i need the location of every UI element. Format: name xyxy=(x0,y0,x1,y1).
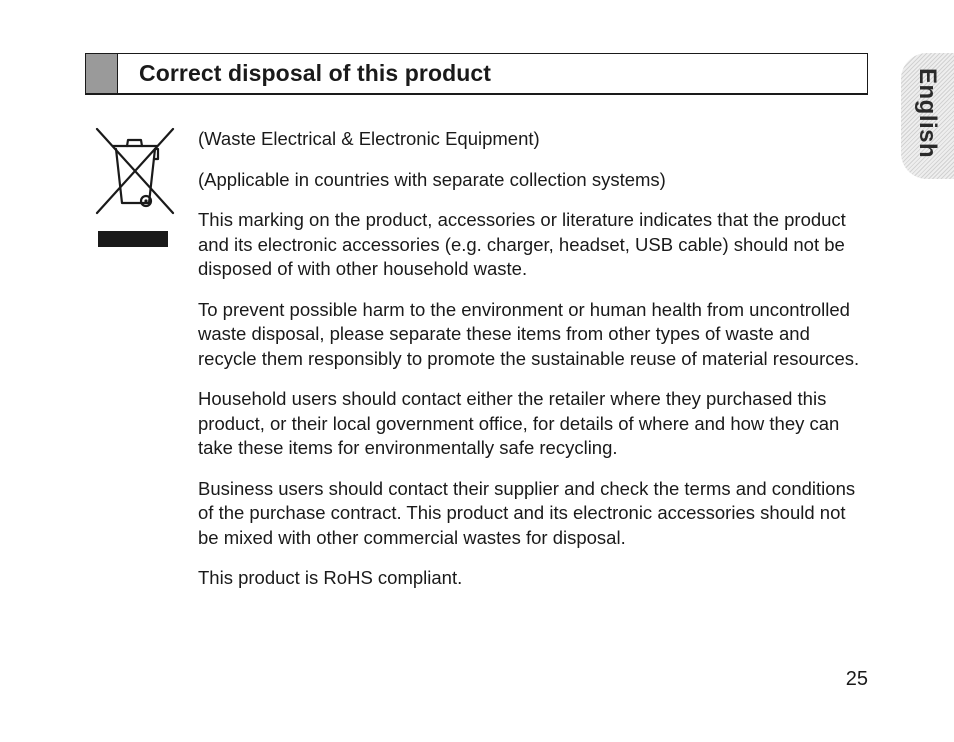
disposal-text xyxy=(198,127,863,607)
crossed-out-wheelie-bin-icon xyxy=(95,127,175,217)
weee-underline-bar xyxy=(98,231,168,247)
paragraph-business-users: Business users should contact their supplier and check the terms and conditions of the purchase contract. This product and its electronic accessories should not be mixed with other commercial wastes for disposal. xyxy=(198,477,856,548)
paragraph-rohs: This product is RoHS compliant. xyxy=(198,567,463,588)
paragraph-prevent-harm: To prevent possible harm to the environment or human health from uncontrolled waste disposal, please separate these items from other types of waste and recycle them responsibly to promote the sustainable reuse of material resources. xyxy=(198,298,860,369)
page-title: Correct disposal of this product xyxy=(139,60,492,86)
paragraph-household-users: Household users should contact either the retailer where they purchased this product, or their local government office, for details of where and how they can take these items for environmentally safe recycling. xyxy=(198,388,840,458)
paragraph-weee-definition: (Waste Electrical & Electronic Equipment) xyxy=(198,128,540,149)
page-number: 25 xyxy=(845,668,868,690)
language-tab-label: English xyxy=(914,68,941,159)
heading-marker xyxy=(86,54,118,93)
paragraph-applicability: (Applicable in countries with separate collection systems) xyxy=(198,168,666,190)
section-heading xyxy=(85,53,868,95)
paragraph-marking: This marking on the product, accessories or literature indicates that the product and its electronic accessories (e.g. charger, headset, USB cable) should not be disposed of with other household waste. xyxy=(198,209,846,279)
